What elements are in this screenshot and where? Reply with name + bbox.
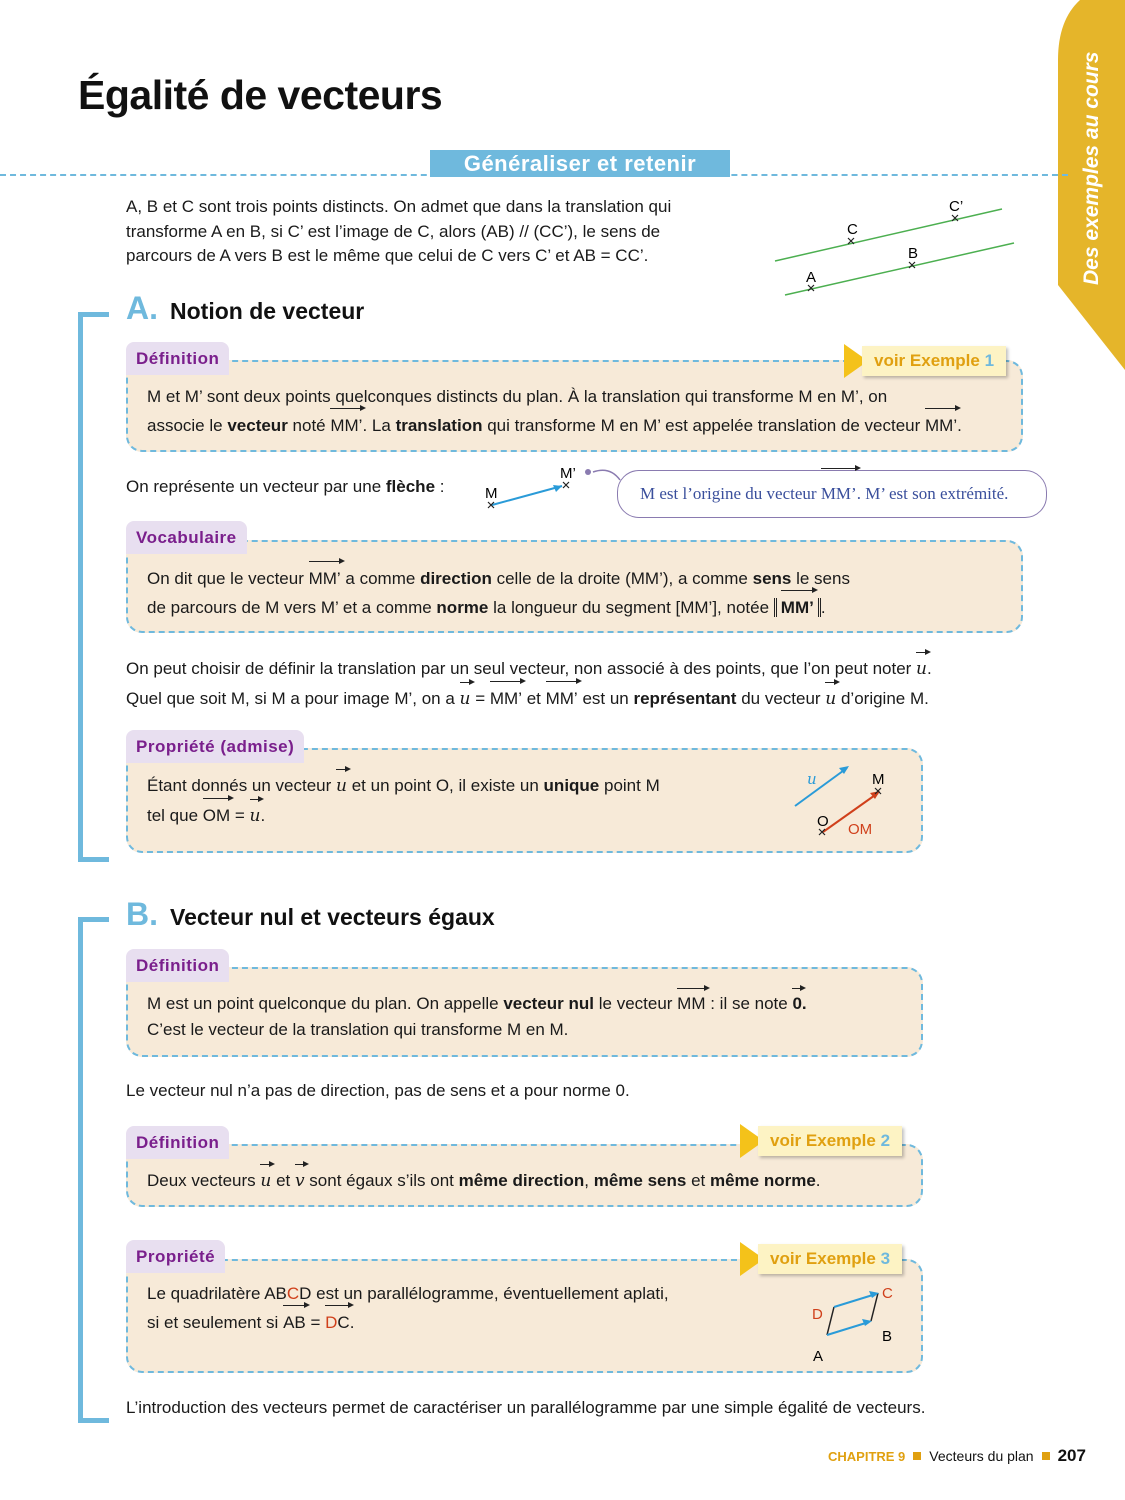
section-b-letter: B. — [126, 896, 158, 932]
definition-vecteurs-egaux-text: Deux vecteurs u et v sont égaux s’ils ont même direction, même sens et même norme. — [147, 1166, 907, 1196]
intro-fig-B: B — [908, 245, 919, 262]
definition-text: M et M’ sont deux points quelconques distincts du plan. À la translation qui transforme M en M’, on associe le vecteur noté MM’. La translation qui transforme M en M’ est appelée translation de vecteur MM’. — [147, 382, 1017, 440]
para-fig-A-label: A — [813, 1348, 824, 1365]
fleche-text: On représente un vecteur par une flèche : — [126, 477, 445, 496]
intro-fig-A: A — [806, 269, 817, 286]
callout-bubble: M est l’origine du vecteur MM’. M’ est son extrémité. — [617, 470, 1047, 518]
section-a-letter: A. — [126, 290, 158, 326]
propriete-parallelogramme-text: Le quadrilatère ABCD est un parallélogramme, éventuellement aplati, si et seulement si AB = DC. — [147, 1279, 747, 1337]
definition-tag: Définition — [126, 342, 229, 375]
para-fig-B-label: B — [882, 1328, 893, 1345]
footer-chapter: CHAPITRE 9 — [828, 1449, 906, 1464]
page-number: 207 — [1057, 1446, 1086, 1465]
prop-fig-M-label: M — [872, 771, 885, 788]
voir-exemple-label: voir Exemple 2 — [758, 1126, 902, 1156]
voir-exemple-label: voir Exemple 3 — [758, 1244, 902, 1274]
section-a-bracket — [78, 312, 109, 862]
propriete-admise-tag: Propriété (admise) — [126, 730, 304, 763]
page-footer — [828, 1446, 1086, 1466]
parallelogramme-figure — [805, 1280, 905, 1365]
propriete-admise-figure — [785, 760, 895, 845]
prop-fig-u-label: u — [807, 770, 817, 788]
conclusion-text: L’introduction des vecteurs permet de caractériser un parallélogramme par une simple égalité de vecteurs. — [126, 1398, 926, 1417]
definition-vecteurs-egaux-tag: Définition — [126, 1126, 229, 1159]
section-a-title: Notion de vecteur — [170, 298, 365, 324]
page-title: Égalité de vecteurs — [78, 72, 443, 118]
section-a-heading — [126, 290, 364, 327]
intro-fig-Cp: C’ — [949, 198, 964, 215]
vocabulaire-tag: Vocabulaire — [126, 521, 247, 554]
fleche-Mp-label: M’ — [560, 465, 576, 482]
side-tab-label: Des exemples au cours — [1080, 51, 1103, 285]
intro-figure — [770, 195, 1020, 300]
translation-paragraph: On peut choisir de définir la translation par un seul vecteur, non associé à des points, que l’on peut noter u. Quel que soit M, si M a pour image M’, on a u = MM’ et MM’ est un représentant du vecteur u d’origine M. — [126, 654, 1036, 714]
propriete-admise-text: Étant donnés un vecteur u et un point O, il existe un unique point M tel que OM = u. — [147, 771, 747, 831]
intro-text: A, B et C sont trois points distincts. On admet que dans la translation qui transforme A en B, si C’ est l’image de C, alors (AB) // (CC’), le sens de parcours de A vers B est le même que celui de C vers C’ et AB = CC’. — [126, 197, 672, 265]
banner-label: Généraliser et retenir — [430, 150, 730, 177]
section-b-bracket — [78, 917, 109, 1423]
fleche-figure — [480, 460, 630, 515]
section-b-title: Vecteur nul et vecteurs égaux — [170, 904, 495, 930]
definition-vecteur-nul-tag: Définition — [126, 949, 229, 982]
definition-vecteur-nul-text: M est un point quelconque du plan. On appelle vecteur nul le vecteur MM : il se note 0. C’est le vecteur de la translation qui transforme M en M. — [147, 991, 907, 1043]
intro-fig-C: C — [847, 221, 858, 238]
prop-fig-OM-label: OM — [848, 821, 873, 838]
para-fig-D-label: D — [812, 1306, 823, 1323]
para-fig-C-label: C — [882, 1285, 893, 1302]
vocabulaire-text: On dit que le vecteur MM’ a comme direction celle de la droite (MM’), a comme sens le sens de parcours de M vers M’ et a comme norme la longueur du segment [MM’], notée MM’ . — [147, 564, 1007, 622]
footer-title: Vecteurs du plan — [929, 1448, 1034, 1464]
section-b-heading — [126, 896, 495, 933]
prop-fig-O-label: O — [817, 813, 829, 830]
propriete-parallelogramme-tag: Propriété — [126, 1240, 225, 1273]
voir-exemple-label: voir Exemple 1 — [862, 346, 1006, 376]
fleche-M-label: M — [485, 485, 498, 502]
vecteur-nul-text: Le vecteur nul n’a pas de direction, pas de sens et a pour norme 0. — [126, 1081, 630, 1100]
